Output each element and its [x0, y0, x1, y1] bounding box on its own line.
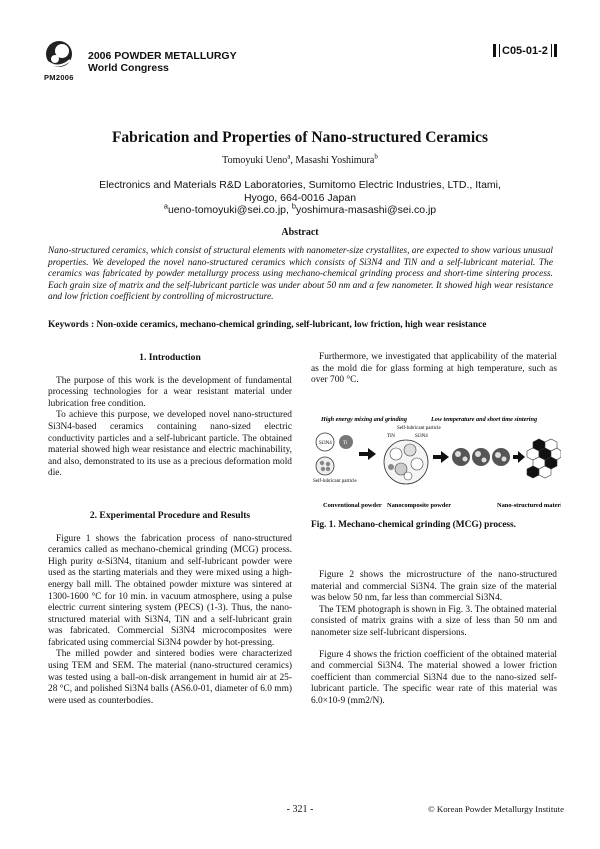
- nano-structured-material-icon: [527, 439, 561, 478]
- author-1: Tomoyuki Ueno: [222, 155, 288, 166]
- abstract-text: Nano-structured ceramics, which consist of structural elements with nanometer-size crystallites, are expected to show various unusual properties. We developed the novel nano-structured ceramics which consists of Si3N4 and TiN and a self-lubricant material. The ceramics was fabricated by powder metallurgy process using mechano-chemical grinding process and short-time sintering process. Each grain size of matrix and the self-lubricant particle was under about 50 nm and a few nanometer. It showed high wear resistance and low friction coefficient by controlling of microstructure.: [48, 246, 553, 303]
- email-b-mark: b: [291, 201, 296, 211]
- author-sep: ,: [290, 155, 296, 166]
- abstract-heading: Abstract: [281, 227, 319, 238]
- self-lubricant-particle-icon: [316, 457, 334, 475]
- fig-label-ti: Ti: [343, 441, 348, 446]
- right-paragraph-1: Furthermore, we investigated that applicability of the material as the mold die for glass forming at high temperature, such as over 700 °C.: [311, 352, 557, 386]
- fig-cap-nanocomposite: Nanocomposite powder: [387, 502, 452, 509]
- section-2-heading: 2. Experimental Procedure and Results: [89, 509, 251, 521]
- process-arrow-1-icon: [368, 448, 376, 460]
- paper-title: Fabrication and Properties of Nano-structured Ceramics: [111, 129, 489, 146]
- process-arrow-2-icon: [441, 451, 449, 463]
- affiliation-line2: Hyogo, 664-0016 Japan: [243, 191, 357, 204]
- email-a: ueno-tomoyuki@sei.co.jp: [167, 204, 286, 216]
- grain-cluster-1-icon: [452, 448, 470, 466]
- figure-1: [311, 412, 561, 532]
- conference-title: [88, 50, 237, 74]
- code-bar-right: [554, 44, 557, 57]
- right-column-bottom: [311, 570, 557, 708]
- fig-label-selflub: Self-lubricant particle: [397, 426, 441, 431]
- author-2-mark: b: [374, 152, 378, 161]
- sec1-paragraph-2: To achieve this purpose, we developed novel nano-structured Si3N4-based ceramics containing nano-sized electric conductivity particles and a self-lubricant particle. The obtained material showed high wear resistance and electric machinability, and also, demonstrated to its use as a precious deformation mold die.: [48, 410, 292, 479]
- right-paragraph-3: The TEM photograph is shown in Fig. 3. The obtained material consisted of matrix grains with a size of less than 50 nm and nanometer size self-lubricant dispersions.: [311, 604, 557, 638]
- fig-label-tin: TiN: [387, 434, 395, 439]
- sec1-paragraph-1: The purpose of this work is the development of fundamental processing technologies for a wear resistant material under lubrication free condition.: [48, 375, 292, 409]
- conference-line2: World Congress: [88, 62, 169, 74]
- authors: [0, 152, 600, 166]
- process-arrow-3-icon: [518, 451, 525, 463]
- email-b: yoshimura-masashi@sei.co.jp: [295, 204, 437, 216]
- fig-label-selflub-particle: Self-lubricant particle: [313, 479, 357, 484]
- email-a-mark: a: [163, 201, 168, 211]
- page-number: - 321 -: [286, 804, 314, 815]
- fig-cap-nanostructured: Nano-structured material: [497, 502, 561, 509]
- grain-cluster-2-icon: [472, 448, 490, 466]
- paper-code: [493, 44, 557, 57]
- fig-label-si3n4-2: Si3N4: [415, 434, 428, 439]
- sec2-paragraph-1: Figure 1 shows the fabrication process of nano-structured ceramics called as mechano-chemical grinding (MCG) process. High purity α-Si3N4, titanium and self-lubricant powder were used as the starting materials and they were mixed using a high-energy ball mill. The obtained powder mixture was sintered at 1300-1600 °C for 10 min. in vacuum atmosphere, using a pulse electric current sintering system (PECS) (1-3). Thus, the nano-structured material with Si3N4, TiN and a self-lubricant grain was fabricated. Commercial Si3N4 microcomposites were fabricated using commercial Si3N4 powder by hot-pressing.: [48, 533, 292, 648]
- section-1-heading: 1. Introduction: [139, 352, 201, 363]
- code-bar-left: [493, 44, 496, 57]
- code-bar-left-thin: [499, 44, 500, 57]
- paper-code-text: C05-01-2: [502, 44, 548, 57]
- right-paragraph-2: Figure 2 shows the microstructure of the nano-structured material and commercial Si3N4. The grain size of the material was below 50 nm, far less than commercial Si3N4.: [311, 570, 557, 604]
- conference-logo-icon: [44, 40, 74, 74]
- code-bar-right-thin: [551, 44, 552, 57]
- email-sep: ,: [286, 204, 292, 216]
- author-2: Masashi Yoshimura: [295, 155, 375, 166]
- fig-label-stage1: High energy mixing and grinding: [321, 416, 407, 423]
- affiliation-line1: Electronics and Materials R&D Laboratories, Sumitomo Electric Industries, LTD., Itami,: [99, 179, 501, 191]
- grain-cluster-3-icon: [492, 448, 510, 466]
- fig-label-stage2: Low temperature and short time sintering: [431, 416, 538, 423]
- author-1-mark: a: [287, 152, 291, 161]
- right-column-top: [311, 352, 557, 387]
- keywords: Keywords : Non-oxide ceramics, mechano-chemical grinding, self-lubricant, low friction, high wear resistance: [48, 320, 487, 330]
- left-column: [48, 352, 292, 707]
- figure-1-caption: Fig. 1. Mechano-chemical grinding (MCG) process.: [311, 520, 517, 530]
- logo-year: PM2006: [44, 73, 74, 82]
- fig-cap-conventional: Conventional powder: [323, 502, 382, 509]
- emails: [0, 201, 600, 217]
- affiliation: [0, 179, 600, 217]
- conference-line1: 2006 POWDER METALLURGY: [88, 50, 237, 62]
- right-paragraph-4: Figure 4 shows the friction coefficient of the obtained material and commercial Si3N4. The material showed a lower friction coefficient than commercial Si3N4 due to the nano-sized self-lubricant particle. The specific wear rate of this material was 6.0×10-9 (mm2/N).: [311, 649, 557, 706]
- fig-label-si3n4: Si3N4: [319, 441, 332, 446]
- sec2-paragraph-2: The milled powder and sintered bodies were characterized using TEM and SEM. The material (nano-structured ceramics) was tested using a ball-on-disk arrangement in humid air at 25-28 °C, and polished Si3N4 balls (AS6.0-01, diameter of 6.0 mm) were used as counterbodies.: [48, 649, 292, 706]
- copyright: © Korean Powder Metallurgy Institute: [428, 804, 565, 814]
